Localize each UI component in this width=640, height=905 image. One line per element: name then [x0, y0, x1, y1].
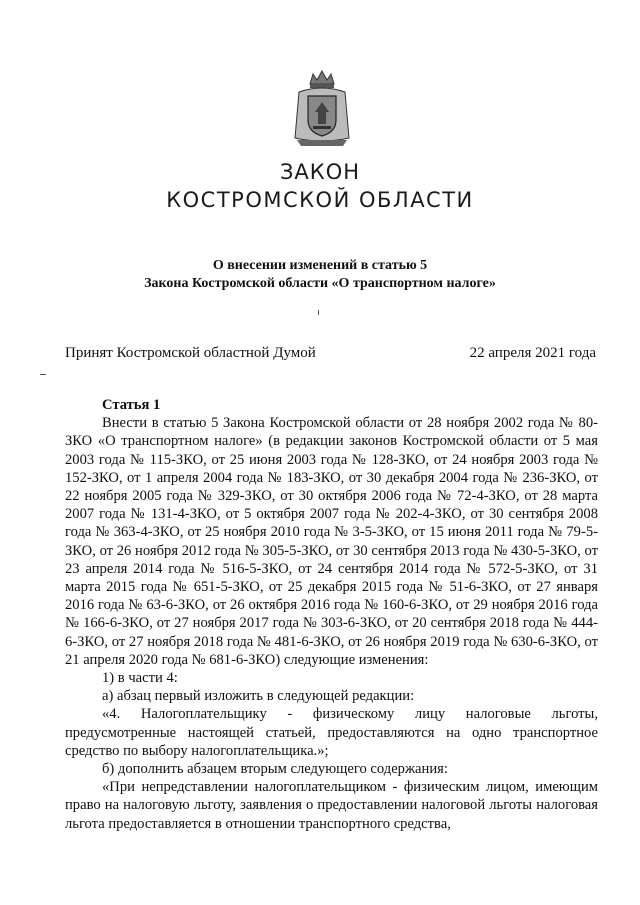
- law-subject-line-2: Закона Костромской области «О транспортном налоге»: [144, 276, 496, 291]
- list-item: б) дополнить абзацем вторым следующего содержания:: [102, 761, 448, 778]
- adopted-by: Принят Костромской областной Думой: [65, 345, 316, 361]
- adoption-date: 22 апреля 2021 года: [469, 345, 596, 361]
- article-intro-paragraph: Внести в статью 5 Закона Костромской области от 28 ноября 2002 года № 80-ЗКО «О транспортном налоге» (в редакции законов Костромской области от 5 мая 2003 года № 115-ЗКО, от 25 июня 2003 года № 128-ЗКО, от 24 ноября 2003 года № 152-ЗКО, от 1 апреля 2004 года № 183-ЗКО, от 30 декабря 2004 года № 236-ЗКО, от 22 ноября 2005 года № 329-ЗКО, от 30 октября 2006 года № 72-4-ЗКО, от 28 марта 2007 года № 131-4-ЗКО, от 5 октября 2007 года № 202-4-ЗКО, от 30 сентября 2008 года № 363-4-ЗКО, от 25 ноября 2010 года № 3-5-ЗКО, от 15 июня 2011 года № 79-5-ЗКО, от 26 ноября 2012 года № 305-5-ЗКО, от 30 сентября 2013 года № 430-5-ЗКО, от 23 апреля 2014 года № 516-5-ЗКО, от 24 сентября 2014 года № 572-5-ЗКО, от 31 марта 2015 года № 651-5-ЗКО, от 25 декабря 2015 года № 51-6-ЗКО, от 27 января 2016 года № 63-6-ЗКО, от 26 октября 2016 года № 160-6-ЗКО, от 29 ноября 2016 года № 166-6-ЗКО, от 27 ноября 2017 года № 303-6-ЗКО, от 20 сентября 2018 года № 444-6-ЗКО, от 27 ноября 2018 года № 481-6-ЗКО, от 26 ноября 2019 года № 630-6-ЗКО, от 21 апреля 2020 года № 681-6-ЗКО) следующие изменения:: [65, 415, 598, 668]
- law-title: ЗАКОН: [279, 160, 361, 184]
- list-item: 1) в части 4:: [102, 670, 178, 687]
- law-subject-line-1: О внесении изменений в статью 5: [212, 258, 428, 273]
- article-body: [65, 396, 598, 833]
- law-region: КОСТРОМСКОЙ ОБЛАСТИ: [166, 188, 474, 212]
- quoted-paragraph: «При непредставлении налогоплательщиком - физическим лицом, имеющим право на налоговую льготу, заявления о предоставлении налоговой льготы налоговая льгота предоставляется в отношении транспортного средства,: [65, 779, 598, 832]
- list-item: а) абзац первый изложить в следующей редакции:: [102, 688, 415, 705]
- quoted-paragraph: «4. Налогоплательщику - физическому лицу налоговые льготы, предусмотренные настоящей статьей, предоставляются на одно транспортное средство по выбору налогоплательщика.»;: [65, 706, 598, 759]
- coat-of-arms-icon: [293, 70, 351, 150]
- scan-mark: [40, 374, 46, 375]
- scan-mark: [318, 310, 319, 315]
- article-heading: Статья 1: [102, 397, 161, 413]
